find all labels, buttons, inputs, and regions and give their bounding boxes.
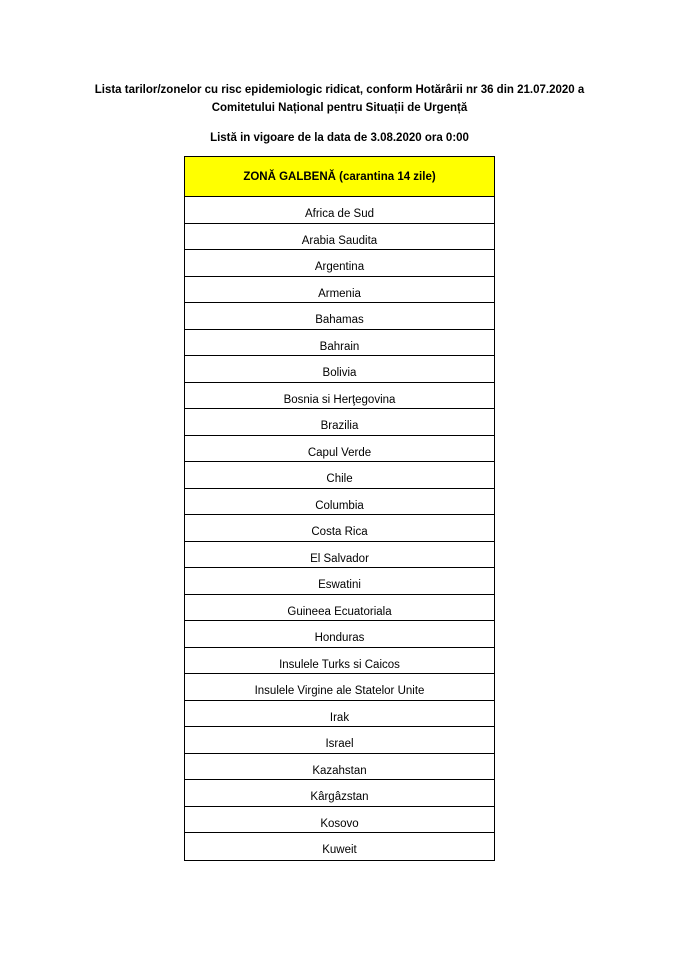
yellow-zone-table — [184, 156, 495, 861]
table-row: Arabia Saudita — [185, 224, 494, 251]
table-row: Irak — [185, 701, 494, 728]
table-row: Kârgâzstan — [185, 780, 494, 807]
document-title-line-2: Comitetului Național pentru Situații de Urgență — [211, 102, 468, 114]
table-row: Bahrain — [185, 330, 494, 357]
table-row: Columbia — [185, 489, 494, 516]
table-row: Armenia — [185, 277, 494, 304]
table-row: Kosovo — [185, 807, 494, 834]
document-subtitle: Listă in vigoare de la data de 3.08.2020 ora 0:00 — [210, 132, 469, 144]
table-row: Insulele Turks si Caicos — [185, 648, 494, 675]
table-row: El Salvador — [185, 542, 494, 569]
table-row: Eswatini — [185, 568, 494, 595]
country-list — [185, 197, 494, 860]
table-row: Argentina — [185, 250, 494, 277]
table-row: Bolivia — [185, 356, 494, 383]
table-row: Capul Verde — [185, 436, 494, 463]
table-row: Kuweit — [322, 844, 357, 856]
table-row: Guineea Ecuatoriala — [185, 595, 494, 622]
table-row: Kazahstan — [185, 754, 494, 781]
table-row: Bosnia si Herţegovina — [185, 383, 494, 410]
document-title-line-1: Lista tarilor/zonelor cu risc epidemiologic ridicat, conform Hotărârii nr 36 din 21.07.2020 a — [94, 84, 585, 96]
table-row: Costa Rica — [185, 515, 494, 542]
table-row: Chile — [185, 462, 494, 489]
table-row: Brazilia — [185, 409, 494, 436]
table-row: Honduras — [185, 621, 494, 648]
table-row: Africa de Sud — [185, 197, 494, 224]
table-row: Bahamas — [185, 303, 494, 330]
table-row: Insulele Virgine ale Statelor Unite — [185, 674, 494, 701]
table-row: Israel — [185, 727, 494, 754]
table-header-yellow-zone: ZONĂ GALBENĂ (carantina 14 zile) — [185, 157, 494, 197]
